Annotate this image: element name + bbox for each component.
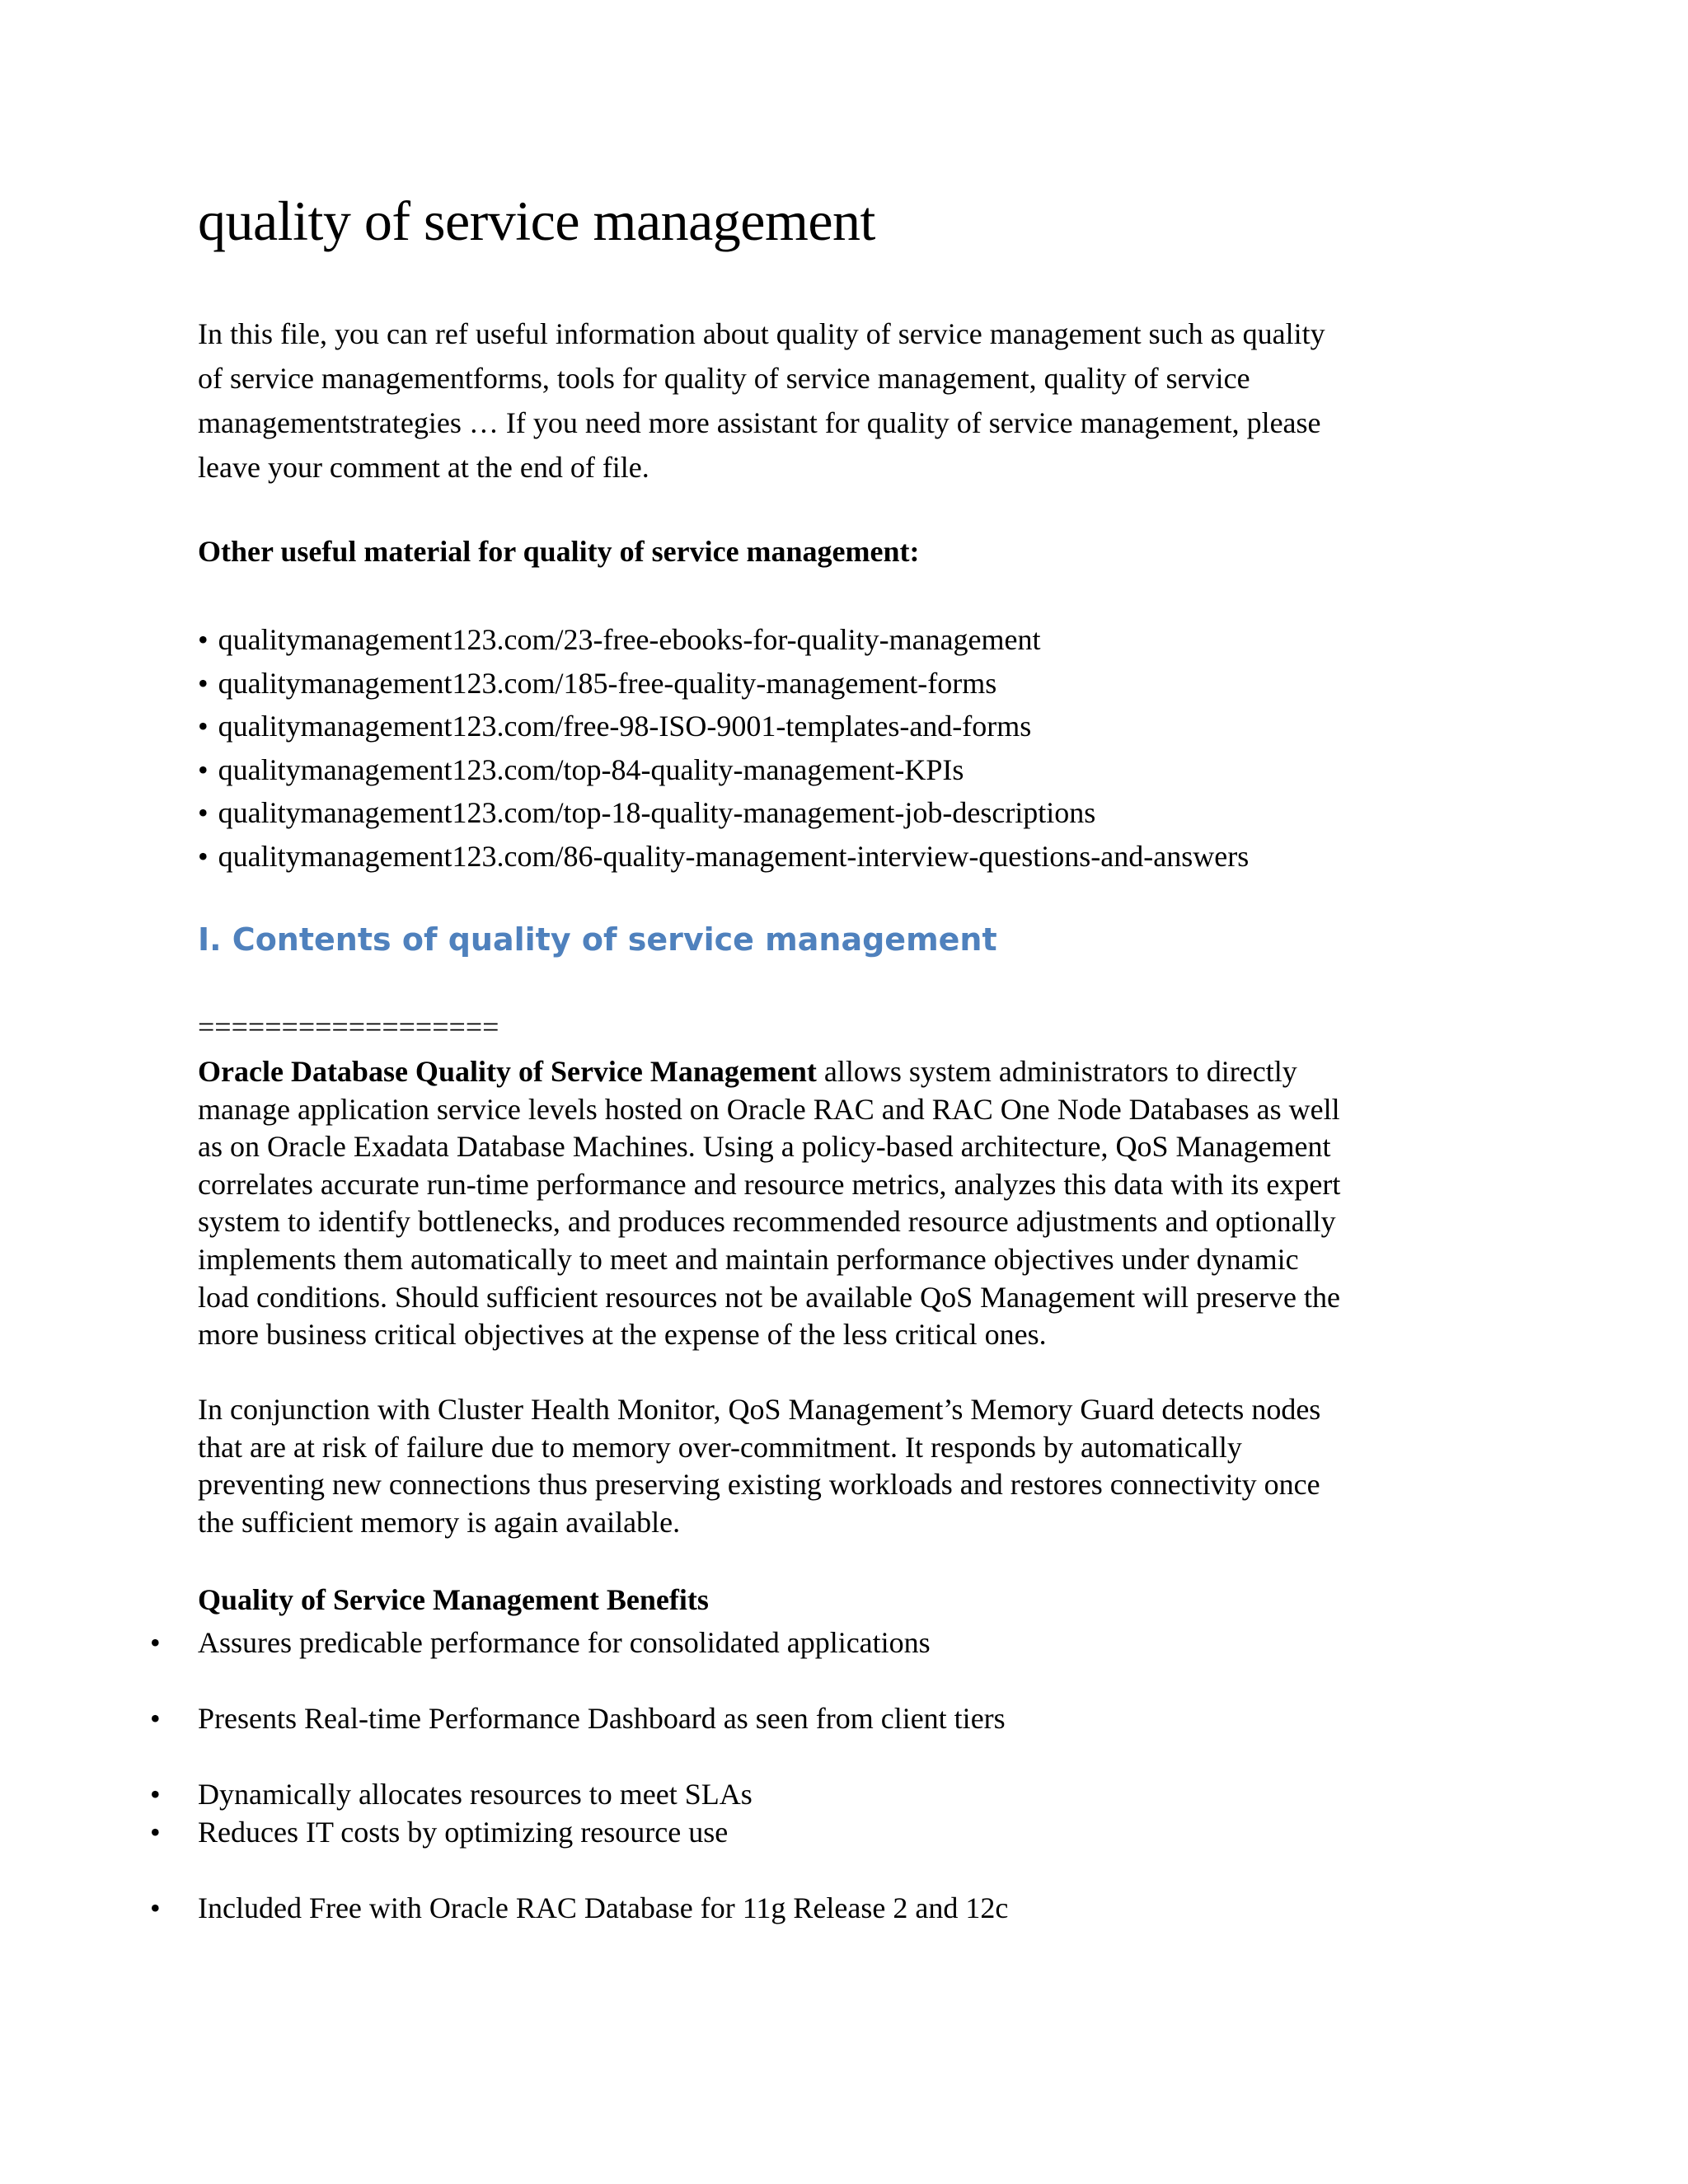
bullet-icon: •	[150, 1702, 161, 1735]
bullet-icon: •	[198, 796, 209, 829]
useful-material-list	[198, 618, 1249, 878]
bullet-icon: •	[198, 623, 209, 656]
benefits-heading: Quality of Service Management Benefits	[198, 1583, 709, 1616]
paragraph-line: load conditions. Should sufficient resources not be available QoS Management will preserve the	[198, 1280, 1340, 1314]
paragraph-line: correlates accurate run-time performance and resource metrics, analyzes this data with its expert	[198, 1167, 1341, 1201]
bullet-icon: •	[198, 710, 209, 743]
paragraph-line: that are at risk of failure due to memory over-commitment. It responds by automatically	[198, 1430, 1242, 1464]
separator-line: ==================	[198, 1010, 499, 1043]
paragraph-line: more business critical objectives at the expense of the less critical ones.	[198, 1318, 1047, 1352]
benefit-text: Included Free with Oracle RAC Database for 11g Release 2 and 12c	[198, 1891, 1009, 1924]
paragraph-line: manage application service levels hosted on Oracle RAC and RAC One Node Databases as well	[198, 1092, 1340, 1126]
bullet-icon: •	[150, 1891, 161, 1924]
paragraph-line: preventing new connections thus preserving existing workloads and restores connectivity once	[198, 1468, 1320, 1502]
bullet-icon: •	[150, 1626, 161, 1659]
list-item	[198, 705, 1249, 748]
intro-line: leave your comment at the end of file.	[198, 451, 649, 484]
paragraph-line: system to identify bottlenecks, and produces recommended resource adjustments and optionally	[198, 1205, 1336, 1239]
material-link[interactable]: qualitymanagement123.com/23-free-ebooks-for-quality-management	[218, 623, 1041, 656]
memory-guard-paragraph	[198, 1391, 1500, 1541]
material-link[interactable]: qualitymanagement123.com/top-18-quality-management-job-descriptions	[218, 796, 1096, 829]
paragraph-line: as on Oracle Exadata Database Machines. Using a policy-based architecture, QoS Management	[198, 1130, 1331, 1164]
list-item	[198, 791, 1249, 835]
bullet-icon: •	[198, 839, 209, 873]
page-title: quality of service management	[198, 190, 875, 252]
benefit-item	[150, 1624, 931, 1661]
benefit-text: Dynamically allocates resources to meet SLAs	[198, 1778, 753, 1811]
bullet-icon: •	[150, 1778, 161, 1811]
useful-material-heading: Other useful material for quality of service management:	[198, 535, 920, 568]
bullet-icon: •	[198, 666, 209, 700]
paragraph-line	[198, 1053, 1500, 1091]
paragraph-line: In conjunction with Cluster Health Monitor, QoS Management’s Memory Guard detects nodes	[198, 1393, 1321, 1426]
bold-lead: Oracle Database Quality of Service Management	[198, 1055, 817, 1088]
material-link[interactable]: qualitymanagement123.com/free-98-ISO-9001-templates-and-forms	[218, 710, 1032, 743]
paragraph-line: the sufficient memory is again available.	[198, 1505, 681, 1539]
benefit-item	[150, 1775, 753, 1813]
oracle-qos-paragraph	[198, 1053, 1500, 1354]
intro-line: managementstrategies … If you need more assistant for quality of service management, please	[198, 406, 1321, 439]
material-link[interactable]: qualitymanagement123.com/top-84-quality-management-KPIs	[218, 752, 964, 786]
benefit-text: Reduces IT costs by optimizing resource use	[198, 1816, 729, 1849]
benefit-text: Assures predicable performance for consolidated applications	[198, 1626, 931, 1659]
benefit-item	[150, 1699, 1006, 1737]
intro-line: of service managementforms, tools for quality of service management, quality of service	[198, 362, 1250, 395]
material-link[interactable]: qualitymanagement123.com/185-free-quality-management-forms	[218, 666, 997, 700]
lead-rest: allows system administrators to directly	[816, 1055, 1297, 1088]
benefit-item	[150, 1813, 729, 1851]
section-heading: I. Contents of quality of service management	[198, 921, 997, 958]
bullet-icon: •	[198, 752, 209, 786]
list-item	[198, 835, 1249, 879]
list-item	[198, 748, 1249, 792]
material-link[interactable]: qualitymanagement123.com/86-quality-management-interview-questions-and-answers	[218, 839, 1250, 873]
bullet-icon: •	[150, 1816, 161, 1849]
intro-line: In this file, you can ref useful information about quality of service management such as quality	[198, 317, 1325, 350]
paragraph-line: implements them automatically to meet and maintain performance objectives under dynamic	[198, 1242, 1299, 1276]
list-item	[198, 662, 1249, 705]
list-item	[198, 618, 1249, 662]
intro-paragraph	[198, 312, 1467, 490]
benefit-item	[150, 1889, 1009, 1927]
benefit-text: Presents Real-time Performance Dashboard as seen from client tiers	[198, 1702, 1006, 1735]
